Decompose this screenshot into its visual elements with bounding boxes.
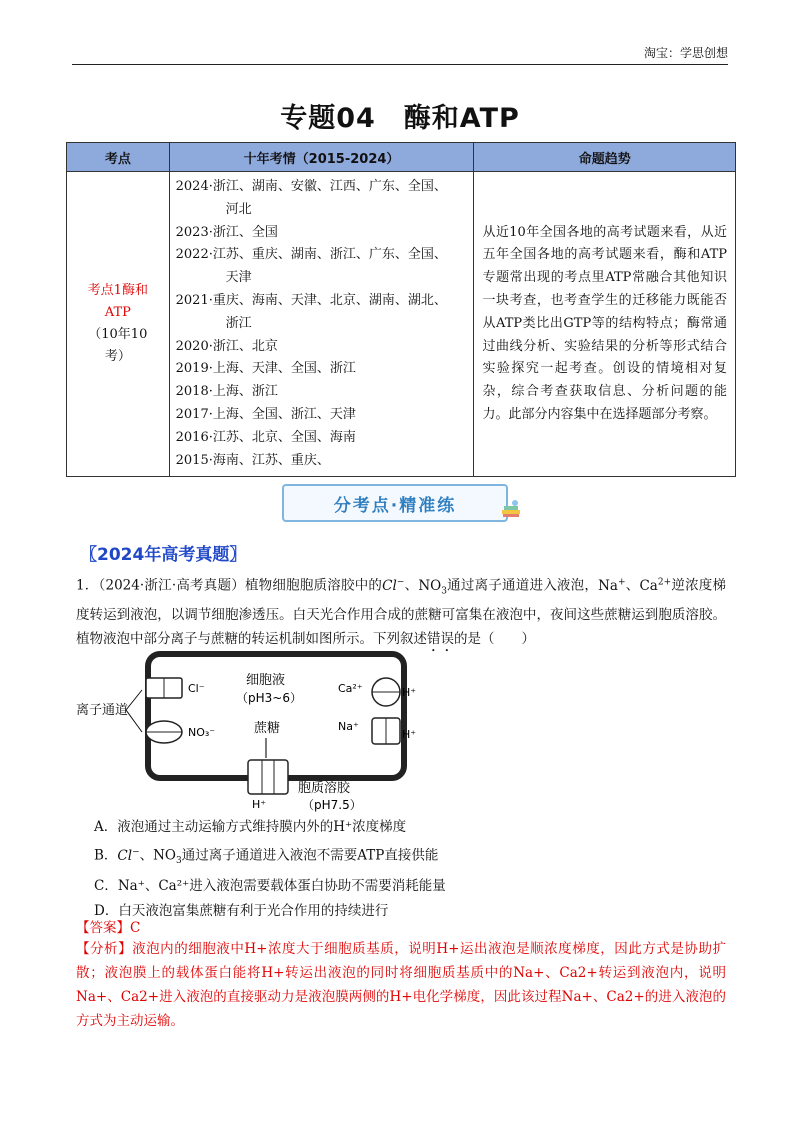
year-line: 2018·上海、浙江 (175, 384, 278, 400)
cytosol-ph: （pH7.5） (302, 798, 362, 812)
option-b[interactable]: B．Cl−、$NO_3$通过离子通道进入液泡不需要ATP直接供能 (94, 847, 439, 867)
cell-sap-ph: （pH3~6） (236, 691, 302, 705)
year-line: 2019·上海、天津、全国、浙江 (175, 361, 356, 377)
year-line: 2021·重庆、海南、天津、北京、湖南、湖北、 (175, 292, 447, 308)
topic-count-line2: 考） (104, 349, 131, 365)
cytosol-label: 胞质溶胶 (298, 781, 351, 796)
h-ion-label-3: H⁺ (252, 798, 267, 811)
exam-summary-table (66, 142, 736, 477)
cl-ion-label: Cl⁻ (188, 682, 205, 695)
nitrate-ion: $NO_3$ (418, 577, 447, 597)
topic-name-line2: ATP (104, 305, 131, 321)
stem-separator: 、 (404, 577, 419, 594)
option-a[interactable]: A．液泡通过主动运输方式维持膜内外的H⁺浓度梯度 (94, 819, 407, 835)
year-line: 2022·江苏、重庆、湖南、浙江、广东、全国、 (175, 247, 447, 263)
analysis-text: 【分析】液泡内的细胞液中H+浓度大于细胞质基质，说明H+运出液泡是顺浓度梯度，因此方式是协助扩散；液泡膜上的载体蛋白能将H+转运出液泡的同时将细胞质基质中的Na+、Ca2+转运到液泡内，说明Na+、Ca2+进入液泡的直接驱动力是液泡膜两侧的H+电化学梯度，因此该过程Na+、Ca2+的进入液泡的方式为主动运输。 (76, 941, 726, 1029)
chloride-ion: Cl− (382, 577, 405, 594)
channel-pointer (126, 690, 142, 710)
channel-pointer (126, 710, 142, 732)
stem-text: 逆浓度梯度转运到液泡，以调节细胞渗透压。白天光合作用合成的蔗糖可富集在液泡中，夜间这些蔗糖运到胞质溶胶。植物液泡中部分离子与蔗糖的转运机制如图所示。下列叙述 (76, 577, 727, 648)
sucrose-transporter (248, 760, 288, 794)
question-number: 1． (76, 577, 99, 594)
channel-label: 离子通道 (76, 703, 129, 718)
year-line: 2020·浙江、北京 (175, 338, 278, 354)
question-source: （2024·浙江·高考真题） (98, 577, 245, 594)
h-ion-label-1: H⁺ (402, 686, 416, 699)
years-cell (169, 172, 474, 477)
cell-sap-label: 细胞液 (246, 673, 286, 688)
stem-text: 通过离子通道进入液泡， (446, 577, 599, 594)
trend-cell: 从近10年全国各地的高考试题来看，从近五年全国各地的高考试题来看，酶和ATP专题常出现的考点里ATP常融合其他知识一块考查，也考查学生的迁移能力既能否从ATP类比出GTP等的结构特点；酶常通过曲线分析、实验结果的分析等形式结合实验探究一起考查。创设的情境相对复杂，综合考查获取信息、分析问题的能力。此部分内容集中在选择题部分考察。 (474, 172, 736, 477)
table-row (67, 172, 736, 477)
option-d[interactable]: D．白天液泡富集蔗糖有利于光合作用的持续进行 (94, 903, 389, 920)
vacuole-transport-diagram (76, 646, 416, 812)
stem-text: 的是（ ） (454, 631, 535, 648)
year-line: 2015·海南、江苏、重庆、 (175, 452, 330, 468)
answer-options (94, 815, 446, 924)
na-ion-label: Na⁺ (338, 720, 359, 733)
header-topic: 考点 (67, 143, 170, 172)
year-line: 2016·江苏、北京、全国、海南 (175, 429, 356, 445)
year-line-cont: 河北 (225, 201, 252, 217)
year-line-cont: 天津 (225, 270, 252, 286)
page-title: 专题04 酶和ATP (280, 103, 520, 134)
table-header-row (67, 143, 736, 172)
chloride-ion: Cl− (117, 847, 140, 864)
sucrose-label: 蔗糖 (254, 721, 281, 736)
h-ion-label-2: H⁺ (402, 728, 416, 741)
topic-cell (67, 172, 170, 477)
header-years: 十年考情（2015-2024） (169, 143, 474, 172)
no3-ion-label: NO₃⁻ (188, 726, 216, 739)
emphasis-word: 错误 (427, 631, 454, 648)
book-stack-icon (500, 498, 522, 520)
year-line: 2023·浙江、全国 (175, 224, 278, 240)
question-stem: 1．（2024·浙江·高考真题）植物细胞胞质溶胶中的Cl−、$NO_3$通过离子通道进入液泡，Na+、$Ca^{2+}$逆浓度梯度转运到液泡，以调节细胞渗透压。白天光合作用合成的蔗糖可富集在液泡中，夜间这些蔗糖运到胞质溶胶。植物液泡中部分离子与蔗糖的转运机制如图所示。下列叙述错误的是（ ） (76, 577, 727, 648)
section-banner: 分考点·精准练 (282, 484, 508, 522)
header-divider (72, 64, 728, 65)
option-c[interactable]: C．Na⁺、Ca²⁺进入液泡需要载体蛋白协助不需要消耗能量 (94, 878, 446, 895)
year-line: 2024·浙江、湖南、安徽、江西、广东、全国、 (175, 179, 447, 194)
calcium-ion: $Ca^{2+}$ (639, 577, 672, 594)
topic-name-line1: 考点1酶和 (87, 283, 148, 299)
answer-text: 【答案】C (76, 920, 141, 936)
header-source: 淘宝：学思创想 (643, 46, 728, 60)
year-line: 2017·上海、全国、浙江、天津 (175, 406, 356, 422)
section-heading: 〖2024年高考真题〗 (80, 545, 247, 565)
year-line-cont: 浙江 (225, 315, 252, 331)
sodium-ion: Na+ (598, 577, 626, 594)
topic-count-line1: （10年10 (88, 327, 148, 343)
stem-text: 植物细胞胞质溶胶中的 (244, 577, 383, 594)
header-trend: 命题趋势 (474, 143, 736, 172)
ca-ion-label: Ca²⁺ (338, 682, 363, 695)
